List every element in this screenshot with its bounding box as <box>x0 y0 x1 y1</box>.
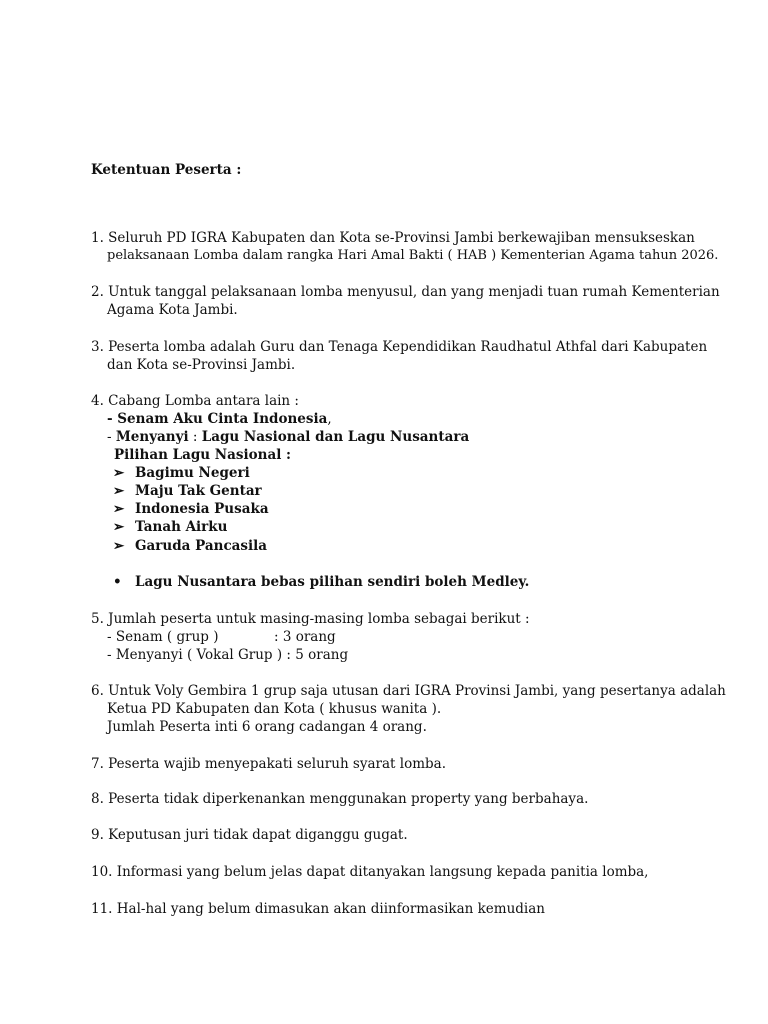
dot-bullet-icon: • <box>113 574 122 590</box>
song-label: Garuda Pancasila <box>135 538 268 554</box>
item-5-menyanyi <box>107 646 348 664</box>
item-5-senam <box>107 628 336 646</box>
item-6-line-1: 6. Untuk Voly Gembira 1 grup saja utusan dari IGRA Provinsi Jambi, yang pesertanya adalah <box>91 683 726 699</box>
item-3-line-2: dan Kota se-Provinsi Jambi. <box>107 357 296 373</box>
song-label: Maju Tak Gentar <box>135 483 262 499</box>
menyanyi-value: Lagu Nasional dan Lagu Nusantara <box>201 429 470 445</box>
nusantara-text: Lagu Nusantara bebas pilihan sendiri boleh Medley. <box>135 574 530 590</box>
item-4-menyanyi <box>107 428 469 446</box>
song-list-item <box>113 518 227 536</box>
arrow-bullet-icon: ➢ <box>113 538 125 554</box>
item-6-line-2: Ketua PD Kabupaten dan Kota ( khusus wanita ). <box>107 701 442 717</box>
item-2-line-1: 2. Untuk tanggal pelaksanaan lomba menyusul, dan yang menjadi tuan rumah Kementerian <box>91 284 720 300</box>
section-heading: Ketentuan Peserta : <box>91 162 242 178</box>
item-5-line-1: 5. Jumlah peserta untuk masing-masing lomba sebagai berikut : <box>91 611 530 627</box>
nusantara-note <box>113 573 529 591</box>
song-label: Indonesia Pusaka <box>135 501 269 517</box>
item-1-line-2: pelaksanaan Lomba dalam rangka Hari Amal Bakti ( HAB ) Kementerian Agama tahun 2026. <box>107 248 719 263</box>
song-label: Bagimu Negeri <box>135 465 250 481</box>
senam-count-label: - Senam ( grup ) <box>107 629 219 645</box>
arrow-bullet-icon: ➢ <box>113 483 125 499</box>
item-10: 10. Informasi yang belum jelas dapat ditanyakan langsung kepada panitia lomba, <box>91 864 649 880</box>
song-list-item <box>113 482 262 500</box>
menyanyi-colon: : <box>188 429 202 445</box>
song-list-item <box>113 500 269 518</box>
arrow-bullet-icon: ➢ <box>113 501 125 517</box>
senam-comma: , <box>327 411 332 427</box>
item-2-line-2: Agama Kota Jambi. <box>107 302 238 318</box>
item-9: 9. Keputusan juri tidak dapat diganggu gugat. <box>91 827 408 843</box>
item-6-line-3: Jumlah Peserta inti 6 orang cadangan 4 orang. <box>107 719 427 735</box>
senam-label: - Senam Aku Cinta Indonesia <box>107 411 328 427</box>
item-7: 7. Peserta wajib menyepakati seluruh syarat lomba. <box>91 756 446 772</box>
song-list-item <box>113 464 250 482</box>
pilihan-lagu-heading: Pilihan Lagu Nasional : <box>114 447 292 463</box>
item-1-line-1: 1. Seluruh PD IGRA Kabupaten dan Kota se-Provinsi Jambi berkewajiban mensukseskan <box>91 230 695 246</box>
item-4-senam <box>107 410 332 428</box>
arrow-bullet-icon: ➢ <box>113 519 125 535</box>
song-label: Tanah Airku <box>135 519 228 535</box>
menyanyi-label: Menyanyi <box>115 429 189 445</box>
menyanyi-dash: - <box>107 429 116 445</box>
song-list-item <box>113 537 267 555</box>
menyanyi-count-label: - Menyanyi ( Vokal Grup ) <box>107 647 283 663</box>
item-3-line-1: 3. Peserta lomba adalah Guru dan Tenaga Kependidikan Raudhatul Athfal dari Kabupaten <box>91 339 708 355</box>
item-8: 8. Peserta tidak diperkenankan menggunakan property yang berbahaya. <box>91 791 589 807</box>
item-4-line-1: 4. Cabang Lomba antara lain : <box>91 393 299 409</box>
item-11: 11. Hal-hal yang belum dimasukan akan diinformasikan kemudian <box>91 901 545 917</box>
menyanyi-count-value: : 5 orang <box>282 647 349 663</box>
senam-count-value: : 3 orang <box>274 629 336 645</box>
arrow-bullet-icon: ➢ <box>113 465 125 481</box>
